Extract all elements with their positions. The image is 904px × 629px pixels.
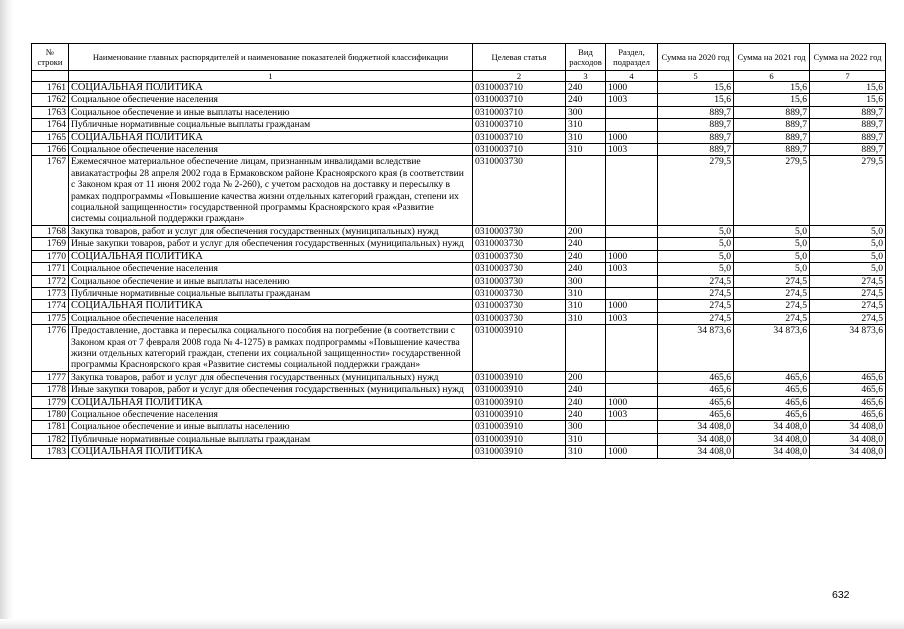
item-name-cell: СОЦИАЛЬНАЯ ПОЛИТИКА xyxy=(69,82,473,94)
target-article-cell: 0310003730 xyxy=(473,156,566,225)
sum-2022-cell: 34 873,6 xyxy=(810,325,886,372)
sum-2020-cell: 34 408,0 xyxy=(658,421,734,433)
section-cell xyxy=(606,238,658,250)
section-cell: 1000 xyxy=(606,82,658,94)
table-row xyxy=(32,312,886,324)
target-article-cell: 0310003730 xyxy=(473,263,566,275)
item-name-cell: Социальное обеспечение и иные выплаты населению xyxy=(69,421,473,433)
sum-2022-cell: 465,6 xyxy=(810,396,886,408)
sum-2020-cell: 34 408,0 xyxy=(658,446,734,458)
sum-2021-cell: 889,7 xyxy=(734,119,810,131)
sum-2020-cell: 34 408,0 xyxy=(658,433,734,445)
sum-2022-cell: 15,6 xyxy=(810,94,886,106)
section-cell: 1003 xyxy=(606,263,658,275)
item-name-cell: СОЦИАЛЬНАЯ ПОЛИТИКА xyxy=(69,446,473,458)
sum-2021-cell: 5,0 xyxy=(734,250,810,262)
column-number-row xyxy=(32,71,886,82)
row-number-cell: 1771 xyxy=(32,263,69,275)
sum-2022-cell: 889,7 xyxy=(810,131,886,143)
sum-2020-cell: 34 873,6 xyxy=(658,325,734,372)
sum-2020-cell: 274,5 xyxy=(658,300,734,312)
sum-2022-cell: 465,6 xyxy=(810,408,886,420)
row-number-cell: 1769 xyxy=(32,238,69,250)
expense-type-cell: 310 xyxy=(566,287,606,299)
column-number: 3 xyxy=(566,71,606,82)
target-article-cell: 0310003910 xyxy=(473,396,566,408)
target-article-cell: 0310003710 xyxy=(473,144,566,156)
sum-2022-cell: 15,6 xyxy=(810,82,886,94)
target-article-cell: 0310003730 xyxy=(473,225,566,237)
table-row xyxy=(32,94,886,106)
section-cell xyxy=(606,225,658,237)
item-name-cell: Социальное обеспечение и иные выплаты населению xyxy=(69,275,473,287)
item-name-cell: Публичные нормативные социальные выплаты гражданам xyxy=(69,287,473,299)
row-number-cell: 1781 xyxy=(32,421,69,433)
item-name-cell: Иные закупки товаров, работ и услуг для обеспечения государственных (муниципальных) нужд xyxy=(69,238,473,250)
expense-type-cell: 240 xyxy=(566,263,606,275)
sum-2021-cell: 15,6 xyxy=(734,94,810,106)
section-cell: 1003 xyxy=(606,144,658,156)
row-number-cell: 1774 xyxy=(32,300,69,312)
item-name-cell: Публичные нормативные социальные выплаты гражданам xyxy=(69,433,473,445)
sum-2022-cell: 274,5 xyxy=(810,312,886,324)
row-number-cell: 1778 xyxy=(32,384,69,396)
header-row-number: № строки xyxy=(32,44,69,71)
target-article-cell: 0310003730 xyxy=(473,287,566,299)
sum-2021-cell: 5,0 xyxy=(734,225,810,237)
header-sum-2020: Сумма на 2020 год xyxy=(658,44,734,71)
target-article-cell: 0310003710 xyxy=(473,131,566,143)
expense-type-cell: 200 xyxy=(566,371,606,383)
section-cell: 1003 xyxy=(606,312,658,324)
item-name-cell: СОЦИАЛЬНАЯ ПОЛИТИКА xyxy=(69,396,473,408)
sum-2022-cell: 5,0 xyxy=(810,238,886,250)
target-article-cell: 0310003710 xyxy=(473,94,566,106)
table-row xyxy=(32,408,886,420)
column-number: 5 xyxy=(658,71,734,82)
target-article-cell: 0310003730 xyxy=(473,312,566,324)
column-number: 7 xyxy=(810,71,886,82)
sum-2021-cell: 5,0 xyxy=(734,263,810,275)
sum-2021-cell: 465,6 xyxy=(734,371,810,383)
header-sum-2022: Сумма на 2022 год xyxy=(810,44,886,71)
expense-type-cell: 310 xyxy=(566,144,606,156)
table-row xyxy=(32,275,886,287)
row-number-cell: 1767 xyxy=(32,156,69,225)
expense-type-cell: 240 xyxy=(566,238,606,250)
sum-2020-cell: 889,7 xyxy=(658,119,734,131)
item-name-cell: Предоставление, доставка и пересылка социального пособия на погребение (в соответствии с Законом края от 7 февраля 2008 года № 4-1275) в рамках подпрограммы «Повышение качества жизни отдельных категорий граждан, степени их социальной защищенности» государственной программы Красноярского края «Развитие системы социальной поддержки граждан» xyxy=(69,325,473,372)
column-number: 4 xyxy=(606,71,658,82)
target-article-cell: 0310003910 xyxy=(473,433,566,445)
header-target-article: Целевая статья xyxy=(473,44,566,71)
sum-2022-cell: 5,0 xyxy=(810,225,886,237)
target-article-cell: 0310003910 xyxy=(473,325,566,372)
sum-2022-cell: 274,5 xyxy=(810,275,886,287)
sum-2022-cell: 274,5 xyxy=(810,300,886,312)
expense-type-cell: 310 xyxy=(566,446,606,458)
item-name-cell: Социальное обеспечение населения xyxy=(69,408,473,420)
expense-type-cell: 240 xyxy=(566,250,606,262)
expense-type-cell: 310 xyxy=(566,433,606,445)
table-row xyxy=(32,287,886,299)
table-row xyxy=(32,300,886,312)
row-number-cell: 1773 xyxy=(32,287,69,299)
budget-table xyxy=(31,43,886,459)
item-name-cell: СОЦИАЛЬНАЯ ПОЛИТИКА xyxy=(69,300,473,312)
sum-2021-cell: 274,5 xyxy=(734,300,810,312)
table-row xyxy=(32,144,886,156)
header-section: Раздел, подраздел xyxy=(606,44,658,71)
target-article-cell: 0310003730 xyxy=(473,300,566,312)
sum-2021-cell: 274,5 xyxy=(734,275,810,287)
target-article-cell: 0310003730 xyxy=(473,250,566,262)
table-row xyxy=(32,421,886,433)
sum-2022-cell: 34 408,0 xyxy=(810,446,886,458)
row-number-cell: 1762 xyxy=(32,94,69,106)
sum-2021-cell: 889,7 xyxy=(734,131,810,143)
sum-2022-cell: 465,6 xyxy=(810,371,886,383)
expense-type-cell: 240 xyxy=(566,384,606,396)
sum-2020-cell: 465,6 xyxy=(658,384,734,396)
row-number-cell: 1772 xyxy=(32,275,69,287)
item-name-cell: Социальное обеспечение населения xyxy=(69,263,473,275)
expense-type-cell: 240 xyxy=(566,408,606,420)
section-cell xyxy=(606,421,658,433)
sum-2020-cell: 274,5 xyxy=(658,275,734,287)
sum-2020-cell: 465,6 xyxy=(658,408,734,420)
sum-2020-cell: 5,0 xyxy=(658,263,734,275)
header-expense-type: Вид расходов xyxy=(566,44,606,71)
expense-type-cell: 240 xyxy=(566,82,606,94)
sum-2022-cell: 34 408,0 xyxy=(810,433,886,445)
section-cell: 1000 xyxy=(606,131,658,143)
column-number: 2 xyxy=(473,71,566,82)
table-row xyxy=(32,250,886,262)
section-cell xyxy=(606,384,658,396)
target-article-cell: 0310003710 xyxy=(473,106,566,118)
table-row xyxy=(32,371,886,383)
item-name-cell: Закупка товаров, работ и услуг для обеспечения государственных (муниципальных) нужд xyxy=(69,371,473,383)
sum-2022-cell: 279,5 xyxy=(810,156,886,225)
header-name: Наименование главных распорядителей и наименование показателей бюджетной классификации xyxy=(69,44,473,71)
table-row xyxy=(32,131,886,143)
section-cell xyxy=(606,325,658,372)
row-number-cell: 1765 xyxy=(32,131,69,143)
sum-2022-cell: 889,7 xyxy=(810,119,886,131)
row-number-cell: 1766 xyxy=(32,144,69,156)
sum-2021-cell: 889,7 xyxy=(734,106,810,118)
sum-2022-cell: 5,0 xyxy=(810,263,886,275)
section-cell xyxy=(606,119,658,131)
section-cell: 1003 xyxy=(606,94,658,106)
sum-2020-cell: 274,5 xyxy=(658,312,734,324)
sum-2021-cell: 465,6 xyxy=(734,408,810,420)
expense-type-cell: 310 xyxy=(566,300,606,312)
sum-2022-cell: 889,7 xyxy=(810,144,886,156)
page-bottom-shadow xyxy=(0,619,904,629)
item-name-cell: Социальное обеспечение населения xyxy=(69,94,473,106)
row-number-cell: 1779 xyxy=(32,396,69,408)
row-number-cell: 1764 xyxy=(32,119,69,131)
table-row xyxy=(32,238,886,250)
item-name-cell: Социальное обеспечение населения xyxy=(69,144,473,156)
table-row xyxy=(32,156,886,225)
section-cell xyxy=(606,287,658,299)
item-name-cell: Социальное обеспечение и иные выплаты населению xyxy=(69,106,473,118)
column-number: 6 xyxy=(734,71,810,82)
row-number-cell: 1783 xyxy=(32,446,69,458)
section-cell: 1000 xyxy=(606,250,658,262)
table-row xyxy=(32,384,886,396)
section-cell: 1003 xyxy=(606,408,658,420)
sum-2020-cell: 15,6 xyxy=(658,82,734,94)
expense-type-cell: 300 xyxy=(566,106,606,118)
item-name-cell: СОЦИАЛЬНАЯ ПОЛИТИКА xyxy=(69,250,473,262)
page-edge-shadow xyxy=(0,0,14,629)
sum-2020-cell: 274,5 xyxy=(658,287,734,299)
sum-2020-cell: 889,7 xyxy=(658,106,734,118)
target-article-cell: 0310003710 xyxy=(473,82,566,94)
sum-2021-cell: 274,5 xyxy=(734,312,810,324)
target-article-cell: 0310003910 xyxy=(473,421,566,433)
sum-2020-cell: 5,0 xyxy=(658,250,734,262)
sum-2020-cell: 279,5 xyxy=(658,156,734,225)
table-row xyxy=(32,325,886,372)
page-number: 632 xyxy=(832,589,850,601)
header-sum-2021: Сумма на 2021 год xyxy=(734,44,810,71)
table-row xyxy=(32,82,886,94)
row-number-cell: 1782 xyxy=(32,433,69,445)
sum-2021-cell: 34 408,0 xyxy=(734,421,810,433)
expense-type-cell: 200 xyxy=(566,225,606,237)
item-name-cell: Публичные нормативные социальные выплаты гражданам xyxy=(69,119,473,131)
sum-2020-cell: 465,6 xyxy=(658,371,734,383)
item-name-cell: Закупка товаров, работ и услуг для обеспечения государственных (муниципальных) нужд xyxy=(69,225,473,237)
expense-type-cell: 240 xyxy=(566,396,606,408)
section-cell xyxy=(606,371,658,383)
expense-type-cell: 310 xyxy=(566,119,606,131)
sum-2020-cell: 15,6 xyxy=(658,94,734,106)
item-name-cell: СОЦИАЛЬНАЯ ПОЛИТИКА xyxy=(69,131,473,143)
sum-2022-cell: 274,5 xyxy=(810,287,886,299)
target-article-cell: 0310003730 xyxy=(473,275,566,287)
sum-2022-cell: 889,7 xyxy=(810,106,886,118)
sum-2021-cell: 34 408,0 xyxy=(734,433,810,445)
section-cell xyxy=(606,433,658,445)
column-number xyxy=(32,71,69,82)
target-article-cell: 0310003910 xyxy=(473,384,566,396)
sum-2021-cell: 279,5 xyxy=(734,156,810,225)
section-cell xyxy=(606,156,658,225)
table-row xyxy=(32,106,886,118)
section-cell: 1000 xyxy=(606,396,658,408)
table-row xyxy=(32,433,886,445)
section-cell: 1000 xyxy=(606,300,658,312)
table-row xyxy=(32,263,886,275)
sum-2021-cell: 5,0 xyxy=(734,238,810,250)
section-cell xyxy=(606,275,658,287)
expense-type-cell: 310 xyxy=(566,312,606,324)
column-number: 1 xyxy=(69,71,473,82)
sum-2022-cell: 465,6 xyxy=(810,384,886,396)
expense-type-cell xyxy=(566,325,606,372)
table-row xyxy=(32,225,886,237)
expense-type-cell xyxy=(566,156,606,225)
expense-type-cell: 310 xyxy=(566,131,606,143)
row-number-cell: 1780 xyxy=(32,408,69,420)
sum-2020-cell: 889,7 xyxy=(658,131,734,143)
target-article-cell: 0310003730 xyxy=(473,238,566,250)
sum-2020-cell: 465,6 xyxy=(658,396,734,408)
item-name-cell: Социальное обеспечение населения xyxy=(69,312,473,324)
sum-2021-cell: 889,7 xyxy=(734,144,810,156)
sum-2022-cell: 5,0 xyxy=(810,250,886,262)
row-number-cell: 1770 xyxy=(32,250,69,262)
expense-type-cell: 240 xyxy=(566,94,606,106)
section-cell xyxy=(606,106,658,118)
expense-type-cell: 300 xyxy=(566,421,606,433)
target-article-cell: 0310003910 xyxy=(473,371,566,383)
sum-2020-cell: 5,0 xyxy=(658,225,734,237)
table-row xyxy=(32,119,886,131)
target-article-cell: 0310003910 xyxy=(473,446,566,458)
row-number-cell: 1776 xyxy=(32,325,69,372)
sum-2021-cell: 274,5 xyxy=(734,287,810,299)
table-row xyxy=(32,446,886,458)
target-article-cell: 0310003710 xyxy=(473,119,566,131)
table-row xyxy=(32,396,886,408)
section-cell: 1000 xyxy=(606,446,658,458)
target-article-cell: 0310003910 xyxy=(473,408,566,420)
sum-2022-cell: 34 408,0 xyxy=(810,421,886,433)
item-name-cell: Ежемесячное материальное обеспечение лицам, признанным инвалидами вследствие авиакатастрофы 28 апреля 2002 года в Ермаковском районе Красноярского края (в соответствии с Законом края от 11 июня 2002 года № 2-260), с учетом расходов на доставку и пересылку в рамках подпрограммы «Повышение качества жизни отдельных категорий граждан, степени их социальной защищенности» государственной программы Красноярского края «Развитие системы социальной поддержки граждан» xyxy=(69,156,473,225)
row-number-cell: 1761 xyxy=(32,82,69,94)
sum-2021-cell: 34 408,0 xyxy=(734,446,810,458)
sum-2021-cell: 15,6 xyxy=(734,82,810,94)
row-number-cell: 1763 xyxy=(32,106,69,118)
item-name-cell: Иные закупки товаров, работ и услуг для обеспечения государственных (муниципальных) нужд xyxy=(69,384,473,396)
row-number-cell: 1777 xyxy=(32,371,69,383)
sum-2020-cell: 5,0 xyxy=(658,238,734,250)
expense-type-cell: 300 xyxy=(566,275,606,287)
sum-2021-cell: 465,6 xyxy=(734,396,810,408)
header-row xyxy=(32,44,886,71)
sum-2021-cell: 465,6 xyxy=(734,384,810,396)
sum-2020-cell: 889,7 xyxy=(658,144,734,156)
row-number-cell: 1768 xyxy=(32,225,69,237)
sum-2021-cell: 34 873,6 xyxy=(734,325,810,372)
row-number-cell: 1775 xyxy=(32,312,69,324)
